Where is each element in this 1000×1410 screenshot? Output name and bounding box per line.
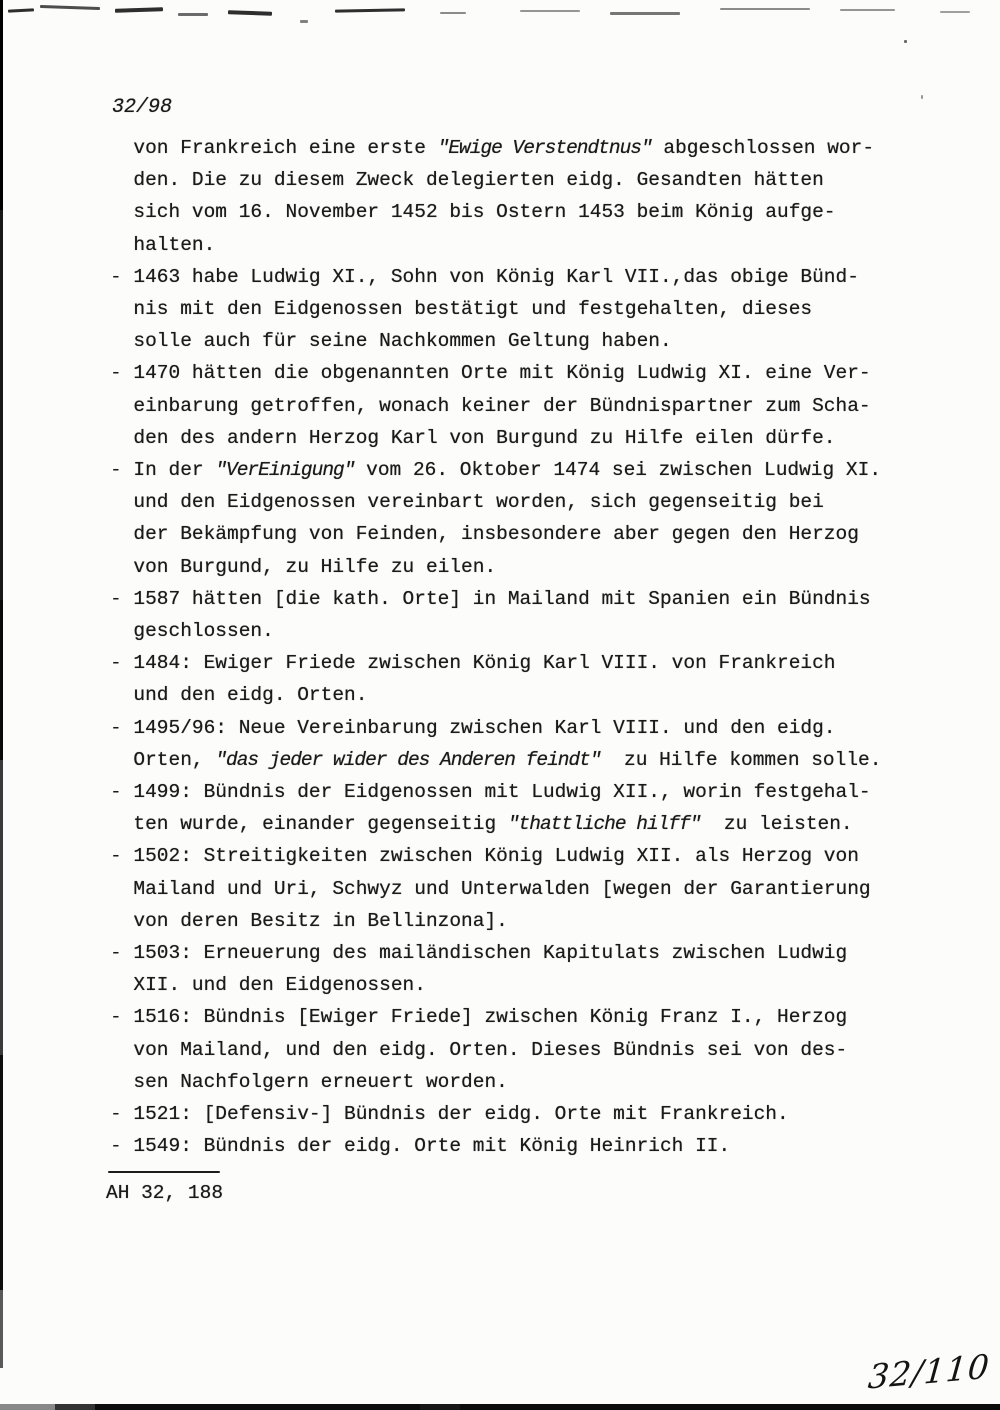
paragraph bbox=[110, 132, 881, 261]
scan-noise bbox=[940, 11, 970, 13]
list-item bbox=[110, 1001, 881, 1098]
text-line: ten wurde, einander gegenseitig "thattliche hilff" zu leisten. bbox=[133, 813, 853, 836]
text-line: 1499: Bündnis der Eidgenossen mit Ludwig XII., worin festgehal- bbox=[133, 781, 871, 804]
list-item bbox=[110, 937, 881, 1001]
text-line: Mailand und Uri, Schwyz und Unterwalden [wegen der Garantierung bbox=[133, 877, 871, 900]
dash-marker: - bbox=[110, 845, 122, 868]
text-line: halten. bbox=[133, 233, 216, 256]
text-line: der Bekämpfung von Feinden, insbesondere aber gegen den Herzog bbox=[133, 523, 859, 546]
text-line: 1502: Streitigkeiten zwischen König Ludwig XII. als Herzog von bbox=[133, 845, 859, 868]
list-item bbox=[110, 261, 881, 358]
text-line: den des andern Herzog Karl von Burgund zu Hilfe eilen dürfe. bbox=[133, 426, 836, 449]
text-line: von Burgund, zu Hilfe zu eilen. bbox=[133, 555, 497, 578]
scan-noise bbox=[300, 20, 308, 23]
text-line: nis mit den Eidgenossen bestätigt und festgehalten, dieses bbox=[133, 298, 813, 321]
dash-marker: - bbox=[110, 459, 122, 482]
text-line: sich vom 16. November 1452 bis Ostern 1453 beim König aufge- bbox=[133, 201, 836, 224]
scan-noise bbox=[520, 10, 580, 12]
scan-noise bbox=[840, 9, 895, 11]
scan-noise bbox=[228, 10, 272, 16]
document-body bbox=[110, 132, 881, 1163]
text-line: In der "VerEinigung" vom 26. Oktober 1474 sei zwischen Ludwig XI. bbox=[133, 459, 882, 482]
dash-marker: - bbox=[110, 781, 122, 804]
text-line: sen Nachfolgern erneuert worden. bbox=[133, 1070, 508, 1093]
scan-noise bbox=[610, 12, 680, 15]
dash-marker: - bbox=[110, 716, 122, 739]
text-line: 1503: Erneuerung des mailändischen Kapitulats zwischen Ludwig bbox=[133, 942, 848, 965]
list-item bbox=[110, 712, 881, 776]
dash-marker: - bbox=[110, 1103, 122, 1126]
dash-marker: - bbox=[110, 265, 122, 288]
text-line: den. Die zu diesem Zweck delegierten eidg. Gesandten hätten bbox=[133, 169, 824, 192]
footnote-rule bbox=[108, 1171, 220, 1173]
dash-marker: - bbox=[110, 362, 122, 385]
text-line: 1521: [Defensiv-] Bündnis der eidg. Orte mit Frankreich. bbox=[133, 1103, 789, 1126]
text-line: 1587 hätten [die kath. Orte] in Mailand mit Spanien ein Bündnis bbox=[133, 587, 871, 610]
scan-noise bbox=[178, 13, 208, 16]
scan-noise bbox=[115, 7, 163, 13]
text-line: 1495/96: Neue Vereinbarung zwischen Karl VIII. und den eidg. bbox=[133, 716, 836, 739]
text-line: von Frankreich eine erste "Ewige Verstendtnus" abgeschlossen wor- bbox=[133, 137, 875, 159]
list-item bbox=[110, 1130, 881, 1162]
text-line: von deren Besitz in Bellinzona]. bbox=[133, 909, 508, 932]
text-line: XII. und den Eidgenossen. bbox=[133, 974, 426, 997]
scan-noise bbox=[8, 8, 34, 12]
scan-noise bbox=[335, 8, 405, 12]
text-line: geschlossen. bbox=[133, 620, 274, 643]
text-line: solle auch für seine Nachkommen Geltung haben. bbox=[133, 330, 672, 353]
text-line: 1463 habe Ludwig XI., Sohn von König Karl VII.,das obige Bünd- bbox=[133, 265, 859, 288]
dash-marker: - bbox=[110, 652, 122, 675]
text-line: 1484: Ewiger Friede zwischen König Karl VIII. von Frankreich bbox=[133, 652, 836, 675]
text-line: und den eidg. Orten. bbox=[133, 684, 368, 707]
list-item bbox=[110, 583, 881, 647]
list-item bbox=[110, 840, 881, 937]
list-item bbox=[110, 776, 881, 840]
scan-noise bbox=[720, 8, 810, 10]
scan-edge-left bbox=[0, 0, 3, 1368]
dash-marker: - bbox=[110, 1135, 122, 1158]
handwritten-page-mark: 32/110 bbox=[866, 1346, 992, 1397]
scan-edge-bottom bbox=[0, 1404, 1000, 1410]
page-number: 32/98 bbox=[112, 96, 173, 119]
dash-marker: - bbox=[110, 1006, 122, 1029]
list-item bbox=[110, 1098, 881, 1130]
text-line: 1549: Bündnis der eidg. Orte mit König Heinrich II. bbox=[133, 1135, 731, 1158]
list-item bbox=[110, 357, 881, 454]
list-item bbox=[110, 454, 881, 583]
text-line: 1470 hätten die obgenannten Orte mit König Ludwig XI. eine Ver- bbox=[133, 362, 871, 385]
scan-noise bbox=[904, 40, 907, 43]
text-line: 1516: Bündnis [Ewiger Friede] zwischen König Franz I., Herzog bbox=[133, 1006, 848, 1029]
text-line: Orten, "das jeder wider des Anderen feindt" zu Hilfe kommen solle. bbox=[133, 748, 882, 771]
scan-noise bbox=[921, 95, 923, 99]
scan-noise bbox=[40, 5, 100, 10]
dash-marker: - bbox=[110, 587, 122, 610]
text-line: und den Eidgenossen vereinbart worden, sich gegenseitig bei bbox=[133, 491, 824, 514]
dash-marker: - bbox=[110, 942, 122, 965]
list-item bbox=[110, 647, 881, 711]
text-line: einbarung getroffen, wonach keiner der Bündnispartner zum Scha- bbox=[133, 394, 871, 417]
scan-noise bbox=[440, 12, 466, 14]
text-line: von Mailand, und den eidg. Orten. Dieses Bündnis sei von des- bbox=[133, 1038, 848, 1061]
footnote-reference: AH 32, 188 bbox=[106, 1182, 224, 1204]
